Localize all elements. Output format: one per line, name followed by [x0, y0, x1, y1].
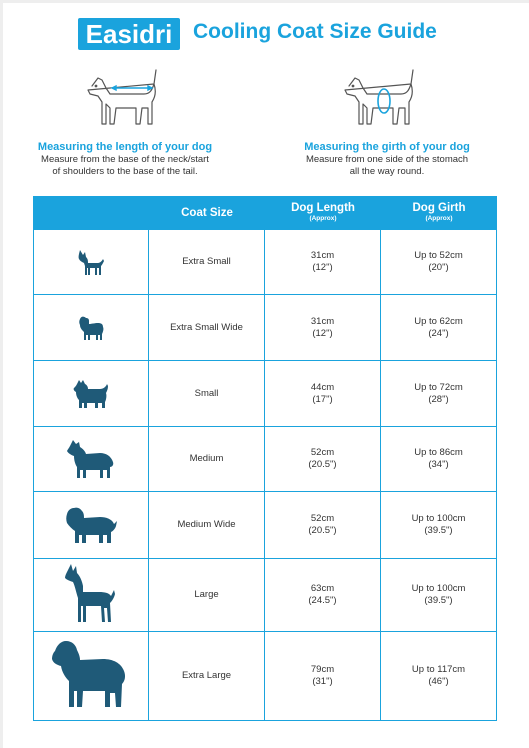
row-girth-cell — [381, 230, 497, 295]
length-instructions — [5, 140, 245, 178]
row-size-cell — [149, 230, 265, 295]
row-length-cell — [265, 230, 381, 295]
row-girth-in: (34") — [428, 459, 449, 470]
length-instructions-line2: of shoulders to the base of the tail. — [52, 166, 198, 177]
row-icon-cell — [33, 361, 149, 427]
page-edge-top — [0, 0, 529, 3]
row-girth-cm: Up to 52cm — [414, 250, 463, 261]
row-size-cell — [149, 559, 265, 632]
row-girth-in: (24") — [428, 327, 449, 339]
row-length-cm: 52cm — [310, 513, 335, 524]
row-size-cell — [149, 361, 265, 427]
row-icon-cell — [33, 230, 149, 295]
row-length-in: (20.5") — [308, 525, 337, 536]
col-header-dog-girth-label: Dog Girth — [412, 202, 466, 214]
col-header-dog-girth — [381, 196, 497, 230]
col-header-coat-size: Coat Size — [181, 207, 233, 219]
table-row — [33, 632, 497, 721]
row-length-cm: 31cm — [310, 250, 335, 261]
length-measure-dog-icon — [80, 64, 170, 136]
row-size: Small — [194, 387, 219, 399]
table-row — [33, 230, 497, 295]
row-icon-cell — [33, 559, 149, 632]
table-row — [33, 427, 497, 492]
table-row — [33, 295, 497, 361]
row-girth-cell — [381, 632, 497, 721]
row-icon-cell — [33, 295, 149, 361]
row-girth-in: (28") — [428, 393, 449, 405]
girth-instructions — [267, 140, 507, 178]
table-row — [33, 559, 497, 632]
row-length-cell — [265, 492, 381, 559]
row-size: Medium — [189, 453, 224, 464]
row-girth-cm: Up to 117cm — [411, 664, 466, 675]
row-girth-cell — [381, 492, 497, 559]
row-length-cm: 31cm — [310, 315, 335, 327]
row-girth-in: (39.5") — [424, 525, 453, 536]
row-length-in: (12") — [312, 262, 333, 273]
size-table-header — [33, 196, 497, 230]
table-row — [33, 361, 497, 427]
page-edge-left — [0, 0, 3, 748]
length-instructions-line1: Measure from the base of the neck/start — [41, 154, 209, 165]
bulldog-silhouette-icon — [62, 500, 120, 550]
girth-instructions-line1: Measure from one side of the stomach — [305, 154, 469, 165]
newfoundland-silhouette-icon — [49, 635, 133, 717]
row-girth-in: (46") — [428, 676, 449, 687]
row-girth-cm: Up to 62cm — [414, 315, 463, 327]
row-length-cell — [265, 632, 381, 721]
row-length-cell — [265, 559, 381, 632]
brand-logo — [78, 18, 180, 50]
row-size: Medium Wide — [177, 519, 236, 530]
row-size-cell — [149, 492, 265, 559]
row-size-cell — [149, 632, 265, 721]
row-length-in: (24.5") — [308, 595, 337, 606]
col-header-dog-girth-sub: (Approx) — [425, 215, 453, 222]
row-icon-cell — [33, 427, 149, 492]
row-icon-cell — [33, 492, 149, 559]
row-length-in: (20.5") — [308, 459, 337, 470]
row-size: Large — [194, 589, 219, 600]
size-table — [33, 196, 497, 721]
row-girth-cell — [381, 295, 497, 361]
row-girth-cell — [381, 427, 497, 492]
length-instructions-title: Measuring the length of your dog — [37, 141, 213, 153]
row-girth-cm: Up to 100cm — [411, 513, 466, 524]
girth-instructions-title: Measuring the girth of your dog — [304, 141, 470, 153]
brand-logo-text: Easidri — [85, 19, 173, 49]
col-header-dog-length — [265, 196, 381, 230]
table-row — [33, 492, 497, 559]
row-girth-cm: Up to 100cm — [411, 583, 466, 594]
row-length-in: (17") — [312, 393, 333, 405]
row-size-cell — [149, 295, 265, 361]
row-length-cell — [265, 295, 381, 361]
row-girth-cell — [381, 361, 497, 427]
row-length-cm: 44cm — [310, 381, 335, 393]
row-size: Extra Small Wide — [170, 321, 243, 333]
row-length-cell — [265, 361, 381, 427]
row-length-cell — [265, 427, 381, 492]
col-header-dog-length-sub: (Approx) — [309, 215, 337, 222]
row-length-cm: 79cm — [310, 664, 335, 675]
chihuahua-silhouette-icon — [71, 242, 111, 282]
row-size: Extra Small — [182, 256, 231, 267]
terrier-silhouette-icon — [69, 374, 113, 414]
row-length-in: (31") — [312, 676, 333, 687]
row-icon-cell — [33, 632, 149, 721]
girth-instructions-line2: all the way round. — [349, 166, 425, 177]
page-title: Cooling Coat Size Guide — [193, 20, 437, 43]
row-length-cm: 63cm — [310, 583, 335, 594]
row-size-cell — [149, 427, 265, 492]
col-header-dog-length-label: Dog Length — [291, 202, 355, 214]
row-girth-in: (20") — [428, 262, 449, 273]
row-length-in: (12") — [312, 327, 333, 339]
doberman-silhouette-icon — [61, 562, 121, 628]
pug-silhouette-icon — [71, 308, 111, 348]
row-girth-cm: Up to 86cm — [414, 447, 463, 458]
row-size: Extra Large — [181, 670, 232, 681]
collie-silhouette-icon — [64, 434, 118, 484]
row-girth-cell — [381, 559, 497, 632]
row-length-cm: 52cm — [310, 447, 335, 458]
row-girth-cm: Up to 72cm — [414, 381, 463, 393]
row-girth-in: (39.5") — [424, 595, 453, 606]
girth-measure-dog-icon — [337, 64, 427, 136]
